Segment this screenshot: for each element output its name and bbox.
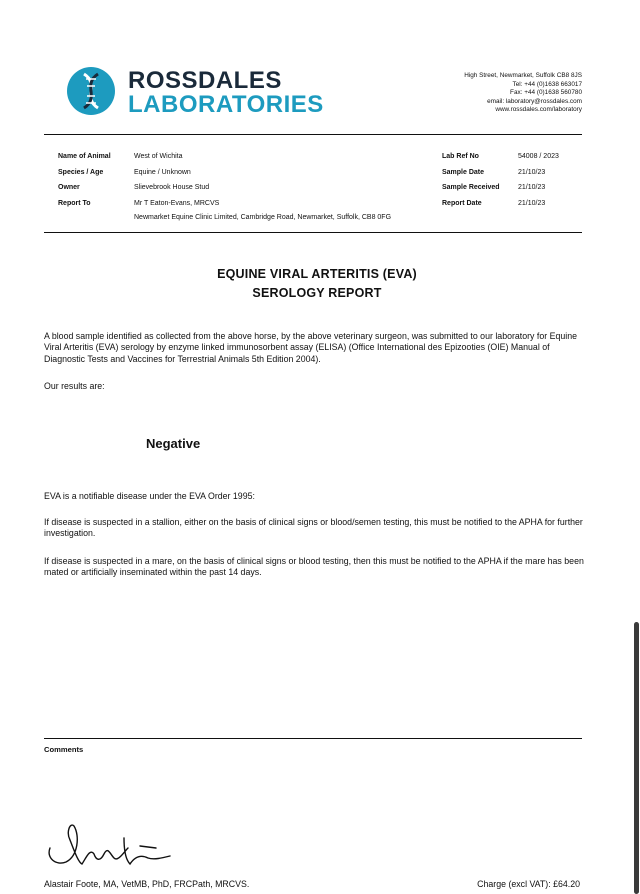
sample-date-value: 21/10/23	[518, 169, 546, 176]
info-divider	[44, 232, 582, 233]
comments-label: Comments	[44, 745, 84, 754]
charge-amount: Charge (excl VAT): £64.20	[477, 879, 580, 889]
owner-label: Owner	[58, 184, 80, 191]
fax-line: Fax: +44 (0)1638 560780	[510, 89, 582, 97]
address-line: High Street, Newmarket, Suffolk CB8 8JS	[464, 72, 582, 79]
brand-name-line1: ROSSDALES	[128, 67, 282, 94]
sample-received-label: Sample Received	[442, 184, 500, 191]
dna-logo-icon	[66, 66, 116, 116]
results-lead: Our results are:	[44, 381, 105, 391]
report-to-label: Report To	[58, 200, 91, 207]
scrollbar-track[interactable]	[634, 0, 640, 894]
species-value: Equine / Unknown	[134, 169, 191, 176]
lab-ref-value: 54008 / 2023	[518, 153, 559, 160]
stallion-note: If disease is suspected in a stallion, either on the basis of clinical signs or blood/semen testing, this must be notified to the APHA for further investigation.	[44, 517, 583, 539]
scrollbar-thumb[interactable]	[634, 622, 639, 894]
report-date-value: 21/10/23	[518, 200, 546, 207]
report-title-line2: SEROLOGY REPORT	[252, 286, 382, 300]
report-to-address: Newmarket Equine Clinic Limited, Cambridge Road, Newmarket, Suffolk, CB8 0FG	[134, 214, 392, 221]
report-date-label: Report Date	[442, 200, 482, 207]
notifiable-statement: EVA is a notifiable disease under the EVA Order 1995:	[44, 491, 255, 501]
species-label: Species / Age	[58, 169, 104, 176]
name-value: West of Wichita	[134, 153, 183, 160]
sample-date-label: Sample Date	[442, 169, 485, 176]
name-label: Name of Animal	[58, 153, 111, 160]
mare-note: If disease is suspected in a mare, on the basis of clinical signs or blood testing, then this must be notified to the APHA if the mare has been mated or artificially inseminated within the past 14 days.	[44, 556, 584, 578]
owner-value: Slievebrook House Stud	[134, 184, 210, 191]
intro-paragraph: A blood sample identified as collected from the above horse, by the above veterinary surgeon, was submitted to our laboratory for Equine Viral Arteritis (EVA) serology by enzyme linked immunosorbent assay (ELISA) (Office International des Epizooties (OIE) Manual of Diagnostic Tests and Vaccines for Terrestrial Animals 5th Edition 2004).	[44, 331, 578, 364]
email-line: email: laboratory@rossdales.com	[487, 97, 582, 105]
brand-name-line2: LABORATORIES	[128, 91, 324, 118]
rossdales-logo	[66, 66, 326, 118]
lab-ref-label: Lab Ref No	[442, 153, 479, 160]
report-to-value: Mr T Eaton-Evans, MRCVS	[134, 200, 220, 207]
comments-divider	[44, 738, 582, 739]
header-divider	[44, 134, 582, 135]
sample-received-value: 21/10/23	[518, 184, 546, 191]
report-title-line1: EQUINE VIRAL ARTERITIS (EVA)	[217, 267, 417, 281]
lab-address-block	[464, 72, 582, 115]
signer-name: Alastair Foote, MA, VetMB, PhD, FRCPath, MRCVS.	[44, 879, 250, 889]
telephone-line: Tel: +44 (0)1638 663017	[512, 80, 582, 88]
signature-icon	[44, 818, 184, 872]
website-line: www.rossdales.com/laboratory	[495, 106, 582, 114]
test-result: Negative	[146, 436, 201, 451]
